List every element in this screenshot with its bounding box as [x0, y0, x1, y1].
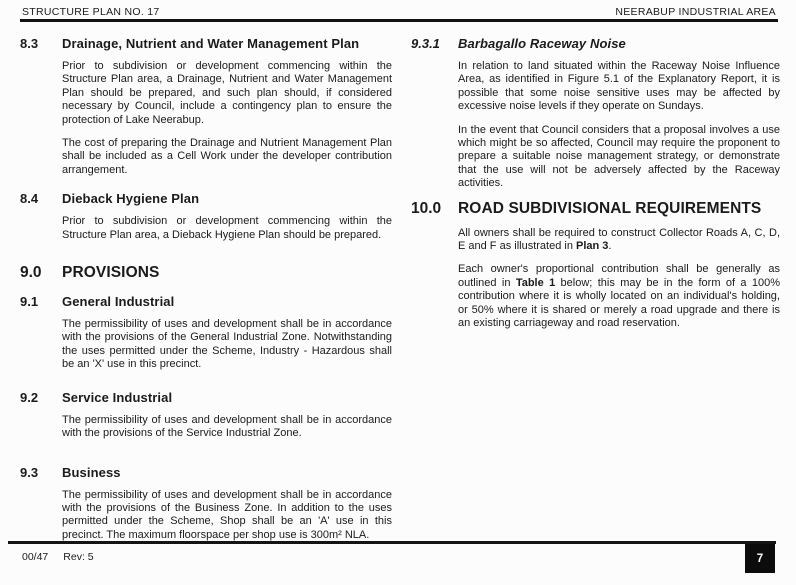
section-8-3 — [20, 36, 392, 177]
section-9-3 — [20, 465, 392, 543]
paragraph: The permissibility of uses and development shall be in accordance with the provisions of the Business Zone. In addition to the uses permitted under the Scheme, Shop shall be an 'A' use in this precinct. The maximum floorspace per shop use is 300m² NLA. — [62, 488, 392, 541]
section-title: Barbagallo Raceway Noise — [458, 36, 626, 51]
paragraph: In the event that Council considers that a proposal involves a use which might be so affected, Council may require the proponent to prepare a suitable noise management strategy, or demonstrate that the use will not be adversely affected by the Raceway activities. — [458, 123, 780, 190]
section-number: 9.3 — [20, 464, 39, 480]
paragraph: Prior to subdivision or development commencing within the Structure Plan area, a Dieback Hygiene Plan should be prepared. — [62, 215, 392, 241]
doc-number: 00/47 — [22, 551, 49, 563]
section-title: Service Industrial — [62, 389, 173, 405]
left-column — [20, 31, 392, 542]
section-8-4 — [20, 191, 392, 242]
paragraph: All owners shall be required to construct Collector Roads A, C, D, E and F as illustrated in Plan 3. — [458, 226, 780, 253]
section-title: Drainage, Nutrient and Water Management Plan — [62, 36, 360, 51]
section-title: Business — [62, 464, 121, 480]
section-title: General Industrial — [62, 294, 175, 310]
header-title-right: NEERABUP INDUSTRIAL AREA — [615, 6, 776, 18]
section-number: 9.3.1 — [411, 36, 440, 51]
page-number: 7 — [756, 552, 764, 565]
section-number: 8.3 — [20, 36, 39, 51]
section-title: PROVISIONS — [62, 264, 160, 282]
footer-doc-ref — [22, 551, 94, 563]
section-number: 10.0 — [411, 199, 442, 217]
paragraph: Each owner's proportional contribution shall be generally as outlined in Table 1 below; this may be in the form of a 100% contribution where it is wholly located on an individual's holding, or 50% where it is shared or merely a road upgrade and there is an existing carriageway and road reservation. — [458, 263, 780, 330]
paragraph: Prior to subdivision or development commencing within the Structure Plan area, a Drainage, Nutrient and Water Management Plan should be prepared, and such plan should, if considered necessary by Council, include a contingency plan to ensure the protection of Lake Neerabup. — [62, 60, 392, 126]
section-title: ROAD SUBDIVISIONAL REQUIREMENTS — [458, 199, 762, 217]
section-title: Dieback Hygiene Plan — [62, 191, 200, 207]
paragraph: The permissibility of uses and development shall be in accordance with the provisions of the General Industrial Zone. Notwithstanding the uses permitted under the Scheme, Industry - Hazardous shall be an 'X' use in this precinct. — [62, 318, 392, 371]
section-9-2 — [20, 390, 392, 441]
section-9-0 — [20, 264, 392, 282]
section-10-0 — [411, 200, 780, 331]
bold-reference: Table 1 — [515, 276, 556, 289]
header-rule — [20, 19, 778, 22]
paragraph: The permissibility of uses and development shall be in accordance with the provisions of the Service Industrial Zone. — [62, 413, 392, 440]
footer-rule — [8, 541, 776, 544]
revision-label: Rev: 5 — [63, 551, 94, 563]
section-number: 9.2 — [20, 389, 39, 405]
right-column — [411, 31, 780, 331]
section-number: 8.4 — [20, 191, 39, 207]
section-9-3-1 — [411, 36, 780, 191]
paragraph: In relation to land situated within the Raceway Noise Influence Area, as identified in Figure 5.1 of the Explanatory Report, it is possible that some noise sensitive uses may be affected by excessive noise levels if they operate on Sundays. — [458, 60, 780, 113]
section-number: 9.1 — [20, 294, 39, 310]
bold-reference: Plan 3 — [576, 240, 609, 253]
paragraph: The cost of preparing the Drainage and Nutrient Management Plan shall be included as a Cell Work under the developer contribution arrangement. — [62, 137, 392, 176]
section-number: 9.0 — [20, 264, 42, 282]
page-number-badge — [745, 544, 775, 573]
section-9-1 — [20, 294, 392, 372]
header-title-left: STRUCTURE PLAN NO. 17 — [22, 6, 160, 18]
